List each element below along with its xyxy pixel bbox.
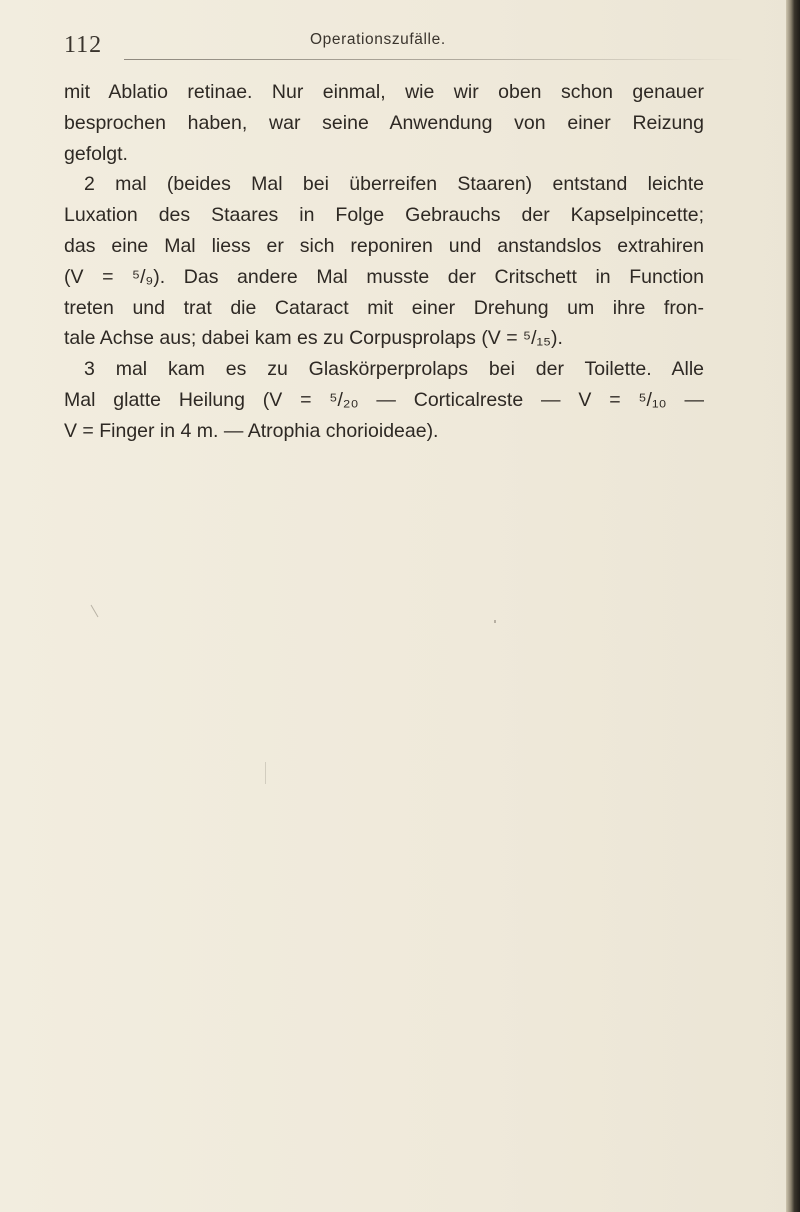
scan-edge <box>786 0 800 1212</box>
page-header <box>64 28 704 62</box>
text-line: Luxation des Staares in Folge Gebrauchs der Kapselpincette; <box>64 204 704 227</box>
text-line: das eine Mal liess er sich reponiren und anstandslos extrahiren <box>64 234 704 257</box>
body-text <box>64 77 704 447</box>
header-rule <box>124 59 744 60</box>
text-line: 2 mal (beides Mal bei überreifen Staaren) entstand leichte <box>84 173 704 196</box>
text-line: Mal glatte Heilung (V = ⁵/₂₀ — Corticalreste — V = ⁵/₁₀ — <box>64 388 704 411</box>
text-line: besprochen haben, war seine Anwendung von einer Reizung <box>64 111 704 134</box>
page-number: 112 <box>64 32 103 58</box>
text-line: treten und trat die Cataract mit einer Drehung um ihre fron- <box>64 296 704 319</box>
running-head: Operationszufälle. <box>310 31 446 48</box>
scan-speck <box>265 762 266 784</box>
scan-speck <box>91 605 99 618</box>
text-line: (V = ⁵/₉). Das andere Mal musste der Critschett in Function <box>64 265 704 288</box>
text-line: gefolgt. <box>64 142 128 165</box>
scan-speck <box>494 620 496 623</box>
text-line: V = Finger in 4 m. — Atrophia chorioideae). <box>64 419 439 442</box>
text-line: mit Ablatio retinae. Nur einmal, wie wir oben schon genauer <box>64 81 704 103</box>
text-line: 3 mal kam es zu Glaskörperprolaps bei der Toilette. Alle <box>84 358 704 381</box>
text-line: tale Achse aus; dabei kam es zu Corpusprolaps (V = ⁵/₁₅). <box>64 327 563 350</box>
